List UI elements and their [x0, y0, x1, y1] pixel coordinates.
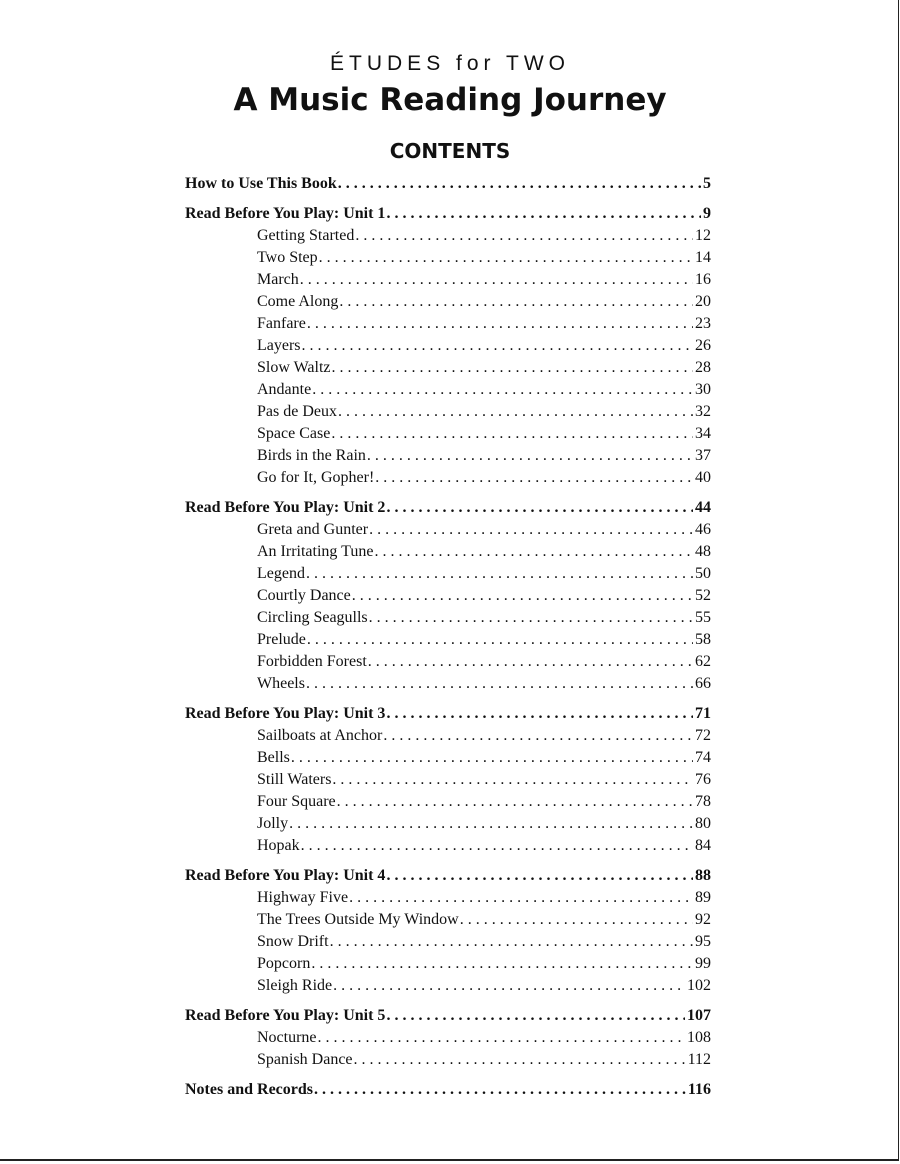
toc-section-entry	[185, 1079, 711, 1101]
dot-leader	[338, 401, 693, 423]
toc-entry	[185, 629, 711, 651]
toc-entry	[185, 541, 711, 563]
toc-entry-page: 26	[695, 337, 711, 354]
dot-leader	[306, 563, 693, 585]
dot-leader	[307, 313, 693, 335]
dot-leader	[337, 791, 693, 813]
toc-entry-title: Notes and Records	[185, 1081, 313, 1098]
toc-entry-title: Prelude	[257, 631, 306, 648]
dot-leader	[352, 585, 693, 607]
dot-leader	[300, 269, 693, 291]
toc-entry-title: Sleigh Ride	[257, 977, 333, 994]
toc-entry-page: 92	[695, 911, 711, 928]
toc-entry-page: 52	[695, 587, 711, 604]
toc-entry	[185, 909, 711, 931]
dot-leader	[318, 1027, 685, 1049]
table-of-contents	[185, 173, 711, 1101]
toc-entry-title: Jolly	[257, 815, 289, 832]
toc-entry-page: 44	[695, 499, 711, 516]
toc-entry-title: Come Along	[257, 293, 339, 310]
toc-entry-title: Courtly Dance	[257, 587, 351, 604]
toc-entry	[185, 269, 711, 291]
toc-section-entry	[185, 173, 711, 195]
toc-entry-title: Slow Waltz	[257, 359, 331, 376]
toc-entry	[185, 291, 711, 313]
dot-leader	[312, 379, 693, 401]
toc-entry-page: 20	[695, 293, 711, 310]
toc-entry	[185, 585, 711, 607]
toc-entry-title: Bells	[257, 749, 290, 766]
toc-entry-page: 71	[695, 705, 711, 722]
toc-section-entry	[185, 203, 711, 225]
toc-entry	[185, 225, 711, 247]
contents-heading: CONTENTS	[389, 139, 511, 163]
toc-entry	[185, 379, 711, 401]
toc-entry-title: Read Before You Play: Unit 2	[185, 499, 386, 516]
toc-entry-title: Forbidden Forest	[257, 653, 367, 670]
toc-entry-page: 37	[695, 447, 711, 464]
dot-leader	[332, 357, 693, 379]
toc-entry-title: Read Before You Play: Unit 4	[185, 867, 386, 884]
toc-entry-page: 48	[695, 543, 711, 560]
toc-entry-title: Popcorn	[257, 955, 311, 972]
toc-entry-title: Greta and Gunter	[257, 521, 369, 538]
toc-entry-title: Highway Five	[257, 889, 349, 906]
toc-entry-title: Sailboats at Anchor	[257, 727, 383, 744]
toc-entry-page: 80	[695, 815, 711, 832]
toc-entry	[185, 975, 711, 997]
toc-entry	[185, 953, 711, 975]
toc-entry-page: 108	[687, 1029, 711, 1046]
toc-entry-page: 23	[695, 315, 711, 332]
toc-entry	[185, 725, 711, 747]
dot-leader	[330, 931, 693, 953]
toc-entry-page: 84	[695, 837, 711, 854]
dot-leader	[386, 497, 693, 519]
dot-leader	[386, 203, 701, 225]
toc-entry-page: 30	[695, 381, 711, 398]
toc-entry	[185, 651, 711, 673]
toc-entry	[185, 835, 711, 857]
dot-leader	[349, 887, 693, 909]
toc-entry	[185, 931, 711, 953]
toc-entry-title: Circling Seagulls	[257, 609, 368, 626]
toc-entry-page: 50	[695, 565, 711, 582]
toc-entry	[185, 401, 711, 423]
toc-entry-page: 14	[695, 249, 711, 266]
toc-entry-page: 16	[695, 271, 711, 288]
toc-entry	[185, 791, 711, 813]
dot-leader	[319, 247, 693, 269]
toc-entry	[185, 313, 711, 335]
toc-entry-title: Layers	[257, 337, 301, 354]
toc-entry-page: 5	[703, 175, 711, 192]
toc-entry-page: 102	[687, 977, 711, 994]
toc-entry-title: Spanish Dance	[257, 1051, 353, 1068]
toc-entry-title: Nocturne	[257, 1029, 317, 1046]
dot-leader	[338, 173, 701, 195]
toc-entry-title: Space Case	[257, 425, 331, 442]
dot-leader	[368, 651, 693, 673]
toc-entry-page: 12	[695, 227, 711, 244]
dot-leader	[367, 445, 693, 467]
toc-entry-page: 46	[695, 521, 711, 538]
dot-leader	[291, 747, 693, 769]
toc-entry	[185, 1049, 711, 1071]
toc-entry-page: 95	[695, 933, 711, 950]
dot-leader	[311, 953, 693, 975]
toc-entry	[185, 357, 711, 379]
toc-entry-title: Pas de Deux	[257, 403, 337, 420]
dot-leader	[369, 607, 693, 629]
dot-leader	[289, 813, 693, 835]
toc-entry	[185, 673, 711, 695]
toc-entry	[185, 445, 711, 467]
toc-entry-title: Andante	[257, 381, 312, 398]
toc-entry-page: 40	[695, 469, 711, 486]
toc-entry-title: Go for It, Gopher!	[257, 469, 375, 486]
toc-entry	[185, 563, 711, 585]
toc-entry	[185, 519, 711, 541]
toc-entry-title: How to Use This Book	[185, 175, 337, 192]
toc-entry-page: 32	[695, 403, 711, 420]
toc-entry	[185, 769, 711, 791]
dot-leader	[369, 519, 693, 541]
toc-entry-title: Read Before You Play: Unit 5	[185, 1007, 386, 1024]
toc-entry	[185, 423, 711, 445]
toc-entry-title: The Trees Outside My Window	[257, 911, 459, 928]
dot-leader	[333, 975, 685, 997]
toc-entry	[185, 1027, 711, 1049]
toc-entry-title: Getting Started	[257, 227, 355, 244]
dot-leader	[339, 291, 693, 313]
book-title: A Music Reading Journey	[233, 82, 667, 118]
dot-leader	[314, 1079, 686, 1101]
toc-entry-page: 112	[687, 1051, 711, 1068]
toc-entry-title: Snow Drift	[257, 933, 329, 950]
toc-entry-title: Read Before You Play: Unit 1	[185, 205, 386, 222]
toc-entry-title: Read Before You Play: Unit 3	[185, 705, 386, 722]
series-title: ÉTUDES for TWO	[330, 52, 570, 75]
toc-entry-title: Hopak	[257, 837, 300, 854]
dot-leader	[354, 1049, 686, 1071]
toc-entry-page: 28	[695, 359, 711, 376]
dot-leader	[386, 865, 693, 887]
toc-entry-page: 58	[695, 631, 711, 648]
toc-entry-title: Birds in the Rain	[257, 447, 366, 464]
toc-entry-title: Wheels	[257, 675, 305, 692]
toc-entry-page: 116	[687, 1081, 711, 1098]
dot-leader	[302, 335, 693, 357]
toc-entry	[185, 607, 711, 629]
toc-entry-page: 78	[695, 793, 711, 810]
toc-entry	[185, 247, 711, 269]
dot-leader	[374, 541, 693, 563]
dot-leader	[386, 1005, 685, 1027]
toc-entry-page: 34	[695, 425, 711, 442]
dot-leader	[331, 423, 693, 445]
dot-leader	[301, 835, 693, 857]
toc-entry-page: 66	[695, 675, 711, 692]
dot-leader	[306, 673, 693, 695]
dot-leader	[386, 703, 693, 725]
toc-entry-page: 89	[695, 889, 711, 906]
toc-section-entry	[185, 1005, 711, 1027]
toc-entry-title: March	[257, 271, 299, 288]
toc-entry-page: 88	[695, 867, 711, 884]
dot-leader	[383, 725, 693, 747]
toc-entry-page: 76	[695, 771, 711, 788]
toc-entry-page: 107	[687, 1007, 711, 1024]
toc-entry-title: Four Square	[257, 793, 336, 810]
dot-leader	[332, 769, 693, 791]
toc-entry-page: 9	[703, 205, 711, 222]
toc-entry	[185, 747, 711, 769]
dot-leader	[307, 629, 693, 651]
toc-entry-page: 99	[695, 955, 711, 972]
toc-entry	[185, 813, 711, 835]
dot-leader	[375, 467, 693, 489]
toc-entry-title: Two Step	[257, 249, 318, 266]
toc-entry-title: Legend	[257, 565, 305, 582]
dot-leader	[355, 225, 693, 247]
toc-section-entry	[185, 497, 711, 519]
toc-entry-title: Fanfare	[257, 315, 306, 332]
toc-entry	[185, 335, 711, 357]
toc-entry-page: 74	[695, 749, 711, 766]
toc-entry-title: An Irritating Tune	[257, 543, 374, 560]
dot-leader	[460, 909, 693, 931]
toc-entry-page: 55	[695, 609, 711, 626]
toc-entry	[185, 887, 711, 909]
toc-entry-page: 72	[695, 727, 711, 744]
toc-entry	[185, 467, 711, 489]
toc-entry-page: 62	[695, 653, 711, 670]
toc-entry-title: Still Waters	[257, 771, 332, 788]
toc-section-entry	[185, 865, 711, 887]
toc-section-entry	[185, 703, 711, 725]
